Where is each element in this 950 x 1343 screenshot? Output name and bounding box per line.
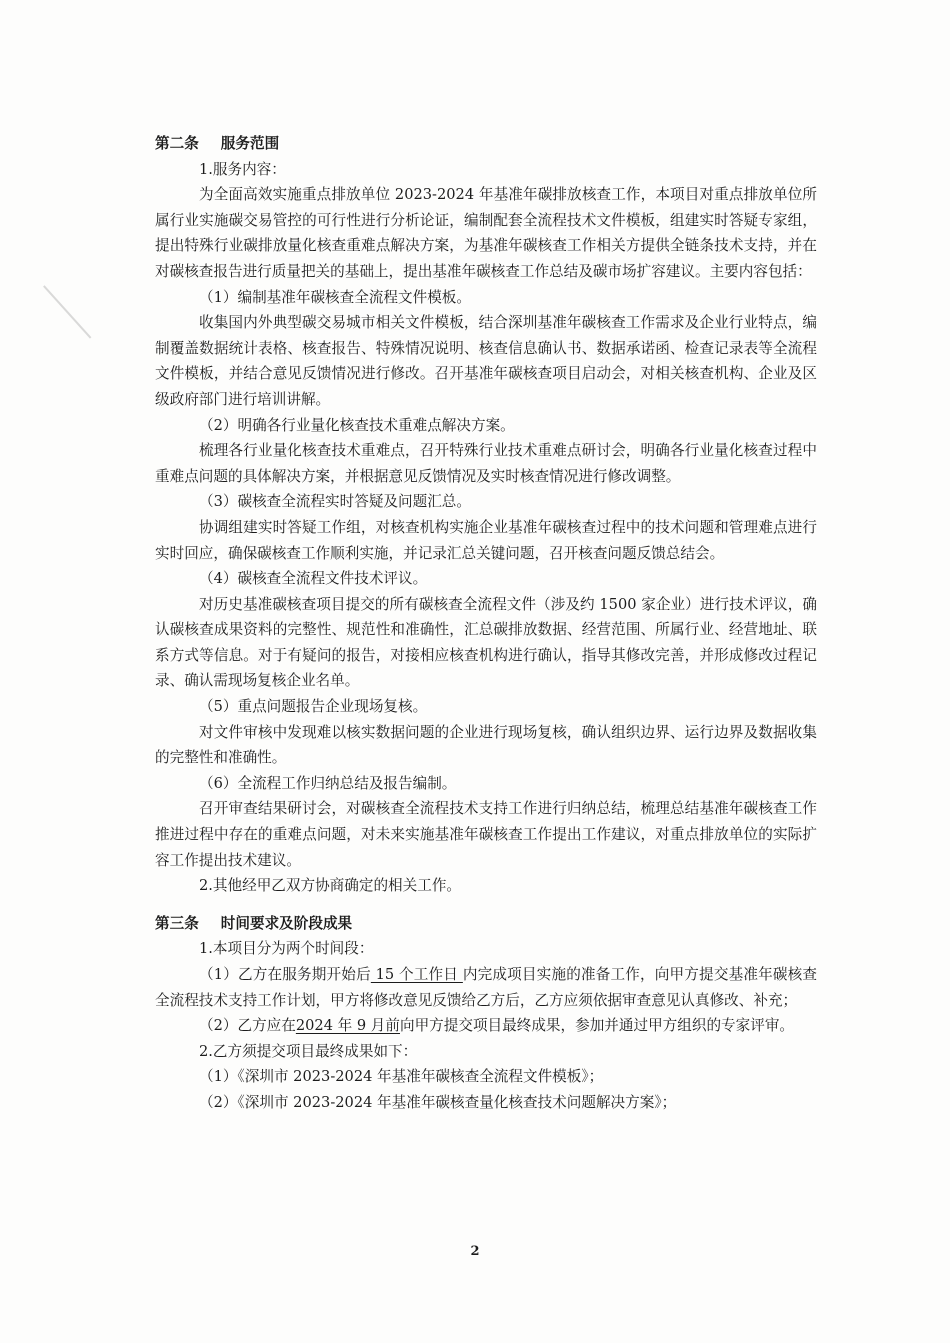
article3-phase1: [155, 962, 817, 1013]
article3-item1-label: 1.本项目分为两个时间段：: [199, 940, 374, 958]
section-title: （5）重点问题报告企业现场复核。: [199, 698, 428, 716]
article2-title: 服务范围: [220, 135, 280, 152]
section-body: 梳理各行业量化核查技术重难点，召开特殊行业技术重难点研讨会，明确各行业量化核查过程中重难点问题的具体解决方案，并根据意见反馈情况及实时核查情况进行修改调整。: [155, 442, 817, 485]
article2-heading: [155, 131, 817, 157]
document-body: [155, 131, 817, 1116]
article2-number: 第二条: [155, 135, 199, 152]
phase2-deadline: 2024 年 9 月前: [295, 1017, 400, 1035]
article2-item1-label: 1.服务内容：: [199, 160, 286, 178]
section-body: 召开审查结果研讨会，对碳核查全流程技术支持工作进行归纳总结，梳理总结基准年碳核查工作推进过程中存在的重难点问题，对未来实施基准年碳核查工作提出工作建议，对重点排放单位的实际扩容工作提出技术建议。: [155, 800, 817, 869]
page-number: 2: [470, 1244, 480, 1259]
article3-item2-label: 2.乙方须提交项目最终成果如下：: [199, 1042, 418, 1060]
section-title: （4）碳核查全流程文件技术评议。: [199, 570, 428, 588]
deliverable-item: （2）《深圳市 2023-2024 年基准年碳核查量化核查技术问题解决方案》；: [199, 1093, 677, 1111]
phase1-post: 内完成项目实施的准备工作，向甲方提交基准年碳核查全流程技术支持工作计划，甲方将修改意见反馈给乙方后，乙方应须依据审查意见认真修改、补充；: [155, 966, 817, 1009]
section-title: （1）编制基准年碳核查全流程文件模板。: [199, 288, 471, 306]
section-title: （3）碳核查全流程实时答疑及问题汇总。: [199, 493, 471, 511]
article3-heading: [155, 911, 817, 937]
scan-artifact: [43, 285, 91, 338]
section-title: （2）明确各行业量化核查技术重难点解决方案。: [199, 416, 515, 434]
phase1-pre: （1）乙方在服务期开始后: [199, 966, 371, 983]
phase2-pre: （2）乙方应在: [199, 1017, 296, 1035]
article2-intro: 为全面高效实施重点排放单位 2023-2024 年基准年碳排放核查工作，本项目对重点排放单位所属行业实施碳交易管控的可行性进行分析论证，编制配套全流程技术文件模板，组建实时答疑专家组，提出特殊行业碳排放量化核查重难点解决方案，为基准年碳核查工作相关方提供全链条技术支持，并在对碳核查报告进行质量把关的基础上，提出基准年碳核查工作总结及碳市场扩容建议。主要内容包括：: [155, 186, 817, 280]
section-body: 对文件审核中发现难以核实数据问题的企业进行现场复核，确认组织边界、运行边界及数据收集的完整性和准确性。: [155, 723, 817, 767]
article3-phase2: [155, 1013, 817, 1039]
deliverable-item: （1）《深圳市 2023-2024 年基准年碳核查全流程文件模板》；: [199, 1068, 604, 1086]
phase1-deadline: 15 个工作日: [370, 966, 463, 983]
section-body: 协调组建实时答疑工作组，对核查机构实施企业基准年碳核查过程中的技术问题和管理难点进行实时回应，确保碳核查工作顺利实施，并记录汇总关键问题，召开核查问题反馈总结会。: [155, 518, 817, 562]
phase2-post: 向甲方提交项目最终成果，参加并通过甲方组织的专家评审。: [399, 1017, 795, 1035]
section-body: 收集国内外典型碳交易城市相关文件模板，结合深圳基准年碳核查工作需求及企业行业特点，编制覆盖数据统计表格、核查报告、特殊情况说明、核查信息确认书、数据承诺函、检查记录表等全流程文件模板，并结合意见反馈情况进行修改。召开基准年碳核查项目启动会，对相关核查机构、企业及区级政府部门进行培训讲解。: [155, 314, 817, 408]
article2-item2: 2.其他经甲乙双方协商确定的相关工作。: [199, 877, 462, 895]
section-title: （6）全流程工作归纳总结及报告编制。: [199, 774, 457, 792]
section-body: 对历史基准碳核查项目提交的所有碳核查全流程文件（涉及约 1500 家企业）进行技术评议，确认碳核查成果资料的完整性、规范性和准确性，汇总碳排放数据、经营范围、所属行业、经营地址、联系方式等信息。对于有疑问的报告，对接相应核查机构进行确认，指导其修改完善，并形成修改过程记录、确认需现场复核企业名单。: [155, 595, 817, 690]
article3-number: 第三条: [155, 914, 199, 932]
article3-title: 时间要求及阶段成果: [220, 914, 353, 932]
